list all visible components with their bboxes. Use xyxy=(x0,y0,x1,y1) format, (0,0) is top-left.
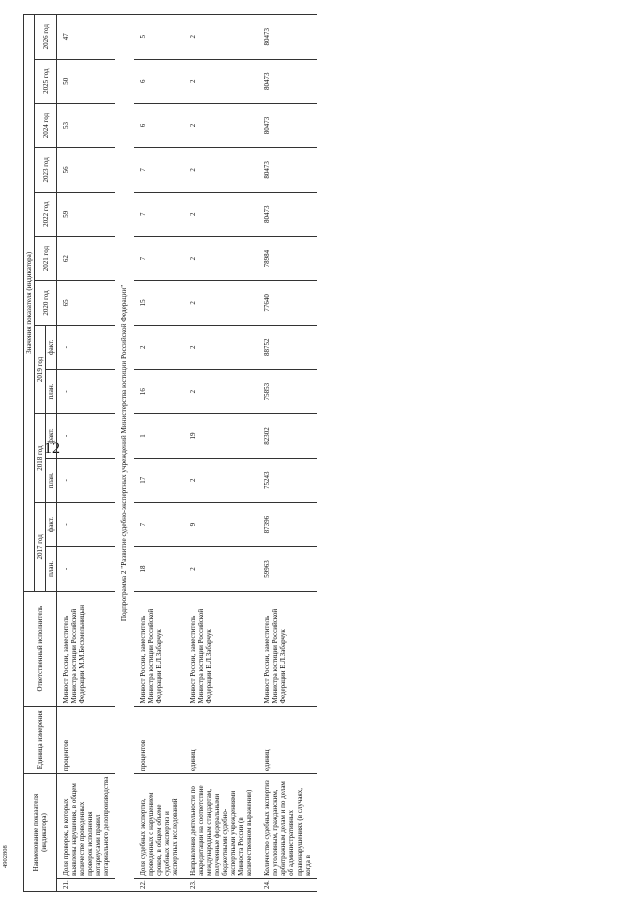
value-2021: 7 xyxy=(134,236,184,280)
value-2019-plan: 75853 xyxy=(258,369,316,413)
value-2026: 80473 xyxy=(258,15,316,60)
value-2025: 2 xyxy=(184,59,258,103)
header-year-2020: 2020 год xyxy=(35,281,57,325)
header-year-2019: 2019 год xyxy=(35,325,46,414)
value-2017-plan: - xyxy=(57,547,116,591)
indicator-responsible: Минюст России, заместитель Министра юстиции Российской Федерации Е.Л.Забарчук xyxy=(134,591,184,706)
row-number: 23. xyxy=(184,878,258,891)
indicator-responsible: Минюст России, заместитель Министра юстиции Российской Федерации Е.Л.Забарчук xyxy=(184,591,258,706)
indicators-table xyxy=(23,14,317,892)
header-year-2026: 2026 год xyxy=(35,15,57,60)
value-2017-fact: 9 xyxy=(184,502,258,546)
value-2018-fact: - xyxy=(57,414,116,458)
header-year-2018: 2018 год xyxy=(35,414,46,503)
value-2018-plan: 2 xyxy=(184,458,258,502)
indicator-responsible: Минюст России, заместитель Министра юстиции Российской Федерации М.М.Бесхмельницын xyxy=(57,591,116,706)
header-year-2023: 2023 год xyxy=(35,148,57,192)
value-2020: 15 xyxy=(134,281,184,325)
value-2022: 59 xyxy=(57,192,116,236)
header-indicator-name: Наименование показателя (индикатора) xyxy=(24,774,57,892)
value-2020: 2 xyxy=(184,281,258,325)
value-2026: 47 xyxy=(57,15,116,60)
value-2025: 50 xyxy=(57,59,116,103)
table-row xyxy=(134,15,184,892)
header-2019-plan: план. xyxy=(46,369,57,413)
indicator-responsible: Минюст России, заместитель Министра юстиции Российской Федерации Е.Л.Забарчук xyxy=(258,591,316,706)
value-2023: 7 xyxy=(134,148,184,192)
value-2021: 62 xyxy=(57,236,116,280)
document-code: 4902808 xyxy=(2,845,9,868)
header-2017-plan: план. xyxy=(46,547,57,591)
value-2024: 80473 xyxy=(258,103,316,147)
value-2017-fact: 87396 xyxy=(258,502,316,546)
value-2020: 77640 xyxy=(258,281,316,325)
table-row xyxy=(57,15,116,892)
page-number: 12 xyxy=(44,440,60,457)
header-2017-fact: факт. xyxy=(46,502,57,546)
value-2018-plan: 17 xyxy=(134,458,184,502)
value-2021: 78984 xyxy=(258,236,316,280)
header-year-2017: 2017 год xyxy=(35,502,46,591)
value-2018-plan: - xyxy=(57,458,116,502)
value-2022: 80473 xyxy=(258,192,316,236)
value-2024: 53 xyxy=(57,103,116,147)
value-2019-fact: 2 xyxy=(184,325,258,369)
value-2023: 56 xyxy=(57,148,116,192)
value-2020: 65 xyxy=(57,281,116,325)
header-year-2022: 2022 год xyxy=(35,192,57,236)
value-2018-fact: 82302 xyxy=(258,414,316,458)
header-2019-fact: факт. xyxy=(46,325,57,369)
indicator-name: Количество судебных экспертиз по уголовным, гражданским, арбитражным делам и по делам об административных правонарушениях (в случаях, когда в xyxy=(258,774,316,879)
row-number: 24. xyxy=(258,878,316,891)
value-2017-plan: 2 xyxy=(184,547,258,591)
indicator-unit: единиц xyxy=(184,706,258,774)
value-2026: 2 xyxy=(184,15,258,60)
table-row xyxy=(184,15,258,892)
indicator-unit: единиц xyxy=(258,706,316,774)
value-2018-plan: 75243 xyxy=(258,458,316,502)
value-2024: 6 xyxy=(134,103,184,147)
value-2025: 6 xyxy=(134,59,184,103)
value-2024: 2 xyxy=(184,103,258,147)
value-2017-plan: 59963 xyxy=(258,547,316,591)
header-year-2024: 2024 год xyxy=(35,103,57,147)
value-2018-fact: 19 xyxy=(184,414,258,458)
value-2017-plan: 18 xyxy=(134,547,184,591)
header-2018-fact: факт. xyxy=(46,414,57,458)
value-2017-fact: - xyxy=(57,502,116,546)
table-row xyxy=(258,15,316,892)
subprogram-title: Подпрограмма 2 "Развитие судебно-экспертных учреждений Министерства юстиции Российской Федерации" xyxy=(115,15,133,892)
value-2019-fact: 2 xyxy=(134,325,184,369)
value-2019-fact: 88752 xyxy=(258,325,316,369)
value-2026: 5 xyxy=(134,15,184,60)
value-2023: 2 xyxy=(184,148,258,192)
value-2022: 7 xyxy=(134,192,184,236)
indicator-unit: процентов xyxy=(57,706,116,774)
value-2019-plan: 2 xyxy=(184,369,258,413)
value-2021: 2 xyxy=(184,236,258,280)
row-number: 22. xyxy=(134,878,184,891)
value-2023: 80473 xyxy=(258,148,316,192)
indicator-name: Направления деятельности по аккредитации на соответствие международным стандартам, полученные федеральными бюджетными судебно-экспертными учреждениями Минюста России (в количественном выражении) xyxy=(184,774,258,879)
value-2022: 2 xyxy=(184,192,258,236)
value-2025: 80473 xyxy=(258,59,316,103)
header-year-2025: 2025 год xyxy=(35,59,57,103)
indicator-name: Доля судебных экспертиз, проведенных с нарушением сроков, в общем объеме судебных экспертиз и экспертных исследований xyxy=(134,774,184,879)
value-2017-fact: 7 xyxy=(134,502,184,546)
header-values-group: Значения показателя (индикатора) xyxy=(24,15,35,592)
value-2019-plan: 16 xyxy=(134,369,184,413)
header-year-2021: 2021 год xyxy=(35,236,57,280)
indicator-unit: процентов xyxy=(134,706,184,774)
subprogram-row xyxy=(115,15,133,892)
header-unit: Единица измерения xyxy=(24,706,57,774)
value-2019-fact: - xyxy=(57,325,116,369)
header-responsible: Ответственный исполнитель xyxy=(24,591,57,706)
value-2018-fact: 1 xyxy=(134,414,184,458)
indicator-name: Доля проверок, в которых выявлены нарушения, в общем количестве проведенных проверок исполнения нотариусами правил нотариального делопроизводства xyxy=(57,774,116,879)
value-2019-plan: - xyxy=(57,369,116,413)
row-number: 21. xyxy=(57,878,116,891)
header-2018-plan: план. xyxy=(46,458,57,502)
